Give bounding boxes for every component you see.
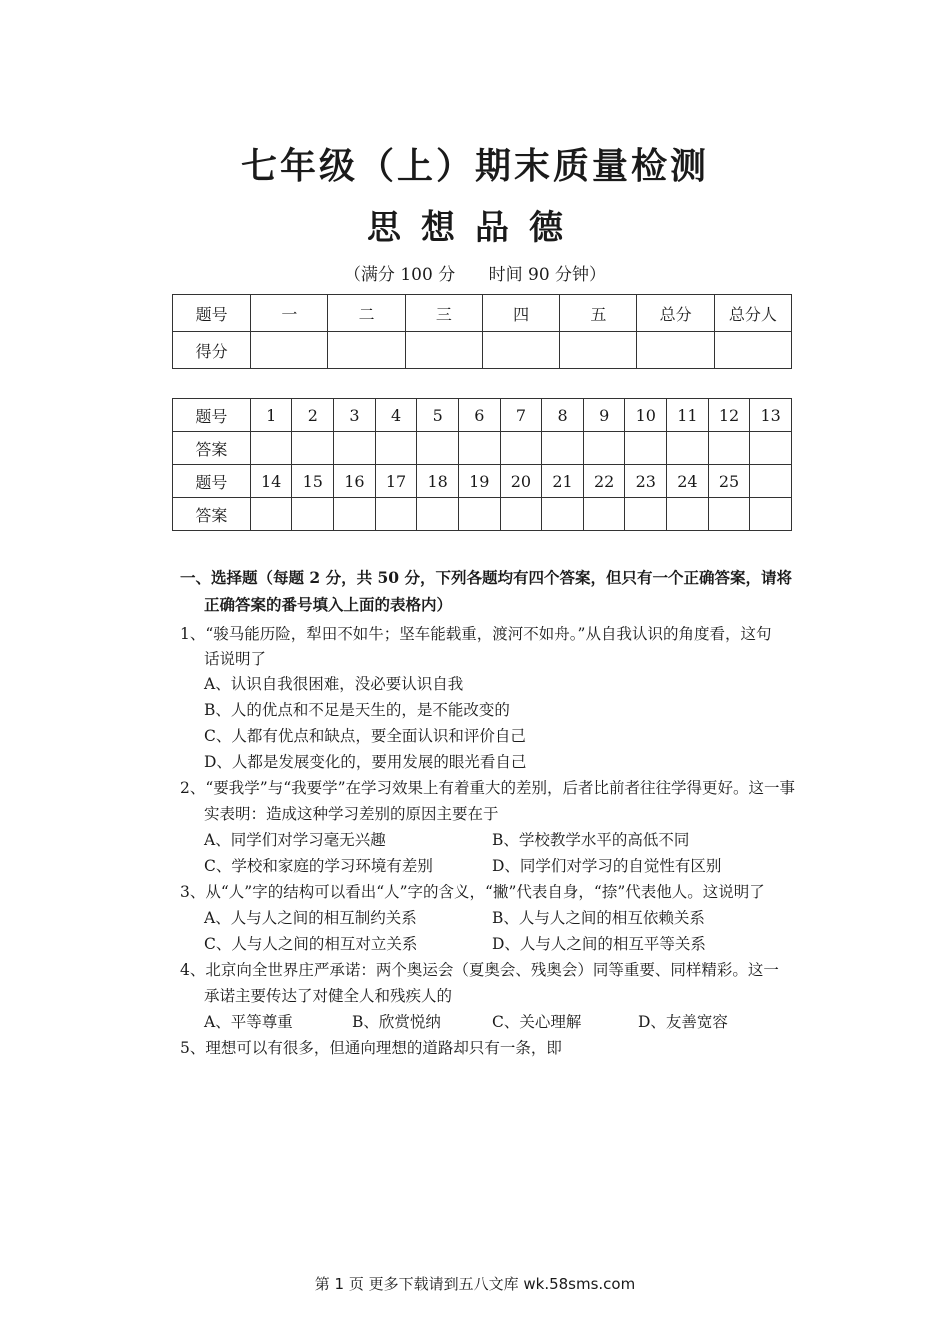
score-table-score-row — [173, 332, 792, 369]
table-cell: 题号 — [173, 465, 251, 498]
table-cell: 得分 — [173, 332, 251, 369]
table-cell: 20 — [500, 465, 542, 498]
section-heading-line2: 正确答案的番号填入上面的表格内） — [204, 595, 453, 614]
score-cell[interactable] — [714, 332, 791, 369]
question-2-line2: 实表明：造成这种学习差别的原因主要在于 — [204, 805, 499, 823]
subject-title: 思想品德 — [367, 208, 583, 248]
table-cell — [750, 465, 792, 498]
page-footer: 第 1 页 更多下载请到五八文库 wk.58sms.com — [314, 1275, 636, 1293]
answer-cell[interactable] — [583, 498, 625, 531]
table-cell: 11 — [667, 399, 709, 432]
table-cell: 21 — [542, 465, 584, 498]
table-cell: 25 — [708, 465, 750, 498]
answer-cell[interactable] — [334, 432, 376, 465]
table-cell: 题号 — [173, 399, 251, 432]
answer-cell[interactable] — [292, 432, 334, 465]
answer-cell[interactable] — [250, 432, 292, 465]
answer-table — [172, 398, 792, 531]
answer-table-number-row — [173, 399, 792, 432]
score-cell[interactable] — [482, 332, 559, 369]
answer-cell[interactable] — [625, 498, 667, 531]
question-4-option-c[interactable]: C、关心理解 — [492, 1013, 582, 1031]
table-cell: 6 — [458, 399, 500, 432]
answer-cell[interactable] — [667, 498, 709, 531]
table-cell: 22 — [583, 465, 625, 498]
table-cell: 3 — [334, 399, 376, 432]
answer-cell[interactable] — [708, 498, 750, 531]
answer-cell[interactable] — [375, 432, 417, 465]
question-1-line2: 话说明了 — [204, 650, 267, 668]
score-cell[interactable] — [560, 332, 637, 369]
answer-cell[interactable] — [458, 498, 500, 531]
table-cell: 答案 — [173, 498, 251, 531]
answer-cell[interactable] — [708, 432, 750, 465]
score-table — [172, 294, 792, 369]
question-1-option-c[interactable]: C、人都有优点和缺点，要全面认识和评价自己 — [204, 727, 526, 745]
table-cell: 四 — [482, 295, 559, 332]
question-4-line2: 承诺主要传达了对健全人和残疾人的 — [204, 987, 453, 1005]
question-4-option-d[interactable]: D、友善宽容 — [638, 1013, 728, 1031]
table-cell: 一 — [251, 295, 328, 332]
table-cell: 总分人 — [714, 295, 791, 332]
answer-cell[interactable] — [583, 432, 625, 465]
question-1-line1: 1、“骏马能历险，犁田不如牛；坚车能载重，渡河不如舟。”从自我认识的角度看，这句 — [180, 625, 772, 643]
exam-title: 七年级（上）期末质量检测 — [240, 145, 709, 187]
answer-table-number-row — [173, 465, 792, 498]
answer-cell[interactable] — [625, 432, 667, 465]
question-5-line1: 5、理想可以有很多，但通向理想的道路却只有一条，即 — [180, 1039, 562, 1057]
answer-cell[interactable] — [500, 498, 542, 531]
question-3-option-a[interactable]: A、人与人之间的相互制约关系 — [204, 909, 417, 927]
question-3-option-c[interactable]: C、人与人之间的相互对立关系 — [204, 935, 418, 953]
score-cell[interactable] — [637, 332, 714, 369]
table-cell: 13 — [750, 399, 792, 432]
answer-cell[interactable] — [458, 432, 500, 465]
table-cell: 答案 — [173, 432, 251, 465]
table-cell: 8 — [542, 399, 584, 432]
question-2-option-b[interactable]: B、学校教学水平的高低不同 — [492, 831, 690, 849]
table-cell: 二 — [328, 295, 405, 332]
question-4-option-b[interactable]: B、欣赏悦纳 — [352, 1013, 441, 1031]
table-cell: 9 — [583, 399, 625, 432]
answer-cell[interactable] — [375, 498, 417, 531]
question-2-option-a[interactable]: A、同学们对学习毫无兴趣 — [204, 831, 386, 849]
table-cell: 7 — [500, 399, 542, 432]
question-4-option-a[interactable]: A、平等尊重 — [204, 1013, 293, 1031]
answer-cell[interactable] — [417, 432, 459, 465]
table-cell: 15 — [292, 465, 334, 498]
answer-cell[interactable] — [750, 432, 792, 465]
table-cell: 12 — [708, 399, 750, 432]
table-cell: 19 — [458, 465, 500, 498]
table-cell: 五 — [560, 295, 637, 332]
exam-time: 时间 90 分钟） — [488, 265, 607, 285]
section-heading-line1: 一、选择题（每题 2 分，共 50 分，下列各题均有四个答案，但只有一个正确答案，请将 — [180, 568, 792, 587]
answer-cell[interactable] — [542, 432, 584, 465]
table-cell: 18 — [417, 465, 459, 498]
full-score: （满分 100 分 — [343, 265, 456, 285]
table-cell: 三 — [405, 295, 482, 332]
answer-cell[interactable] — [750, 498, 792, 531]
question-1-option-b[interactable]: B、人的优点和不足是天生的，是不能改变的 — [204, 701, 510, 719]
table-cell: 5 — [417, 399, 459, 432]
question-4-line1: 4、北京向全世界庄严承诺：两个奥运会（夏奥会、残奥会）同等重要、同样精彩。这一 — [180, 961, 779, 979]
table-cell: 总分 — [637, 295, 714, 332]
answer-cell[interactable] — [542, 498, 584, 531]
answer-cell[interactable] — [500, 432, 542, 465]
question-2-option-c[interactable]: C、学校和家庭的学习环境有差别 — [204, 857, 433, 875]
table-cell: 14 — [250, 465, 292, 498]
question-2-option-d[interactable]: D、同学们对学习的自觉性有区别 — [492, 857, 722, 875]
table-cell: 2 — [292, 399, 334, 432]
question-2-line1: 2、“要我学”与“我要学”在学习效果上有着重大的差别，后者比前者往往学得更好。这一事 — [180, 779, 796, 797]
score-cell[interactable] — [251, 332, 328, 369]
answer-cell[interactable] — [667, 432, 709, 465]
score-table-header-row — [173, 295, 792, 332]
score-cell[interactable] — [405, 332, 482, 369]
question-1-option-d[interactable]: D、人都是发展变化的，要用发展的眼光看自己 — [204, 753, 527, 771]
table-cell: 24 — [667, 465, 709, 498]
table-cell: 1 — [250, 399, 292, 432]
question-3-option-b[interactable]: B、人与人之间的相互依赖关系 — [492, 909, 705, 927]
score-cell[interactable] — [328, 332, 405, 369]
table-cell: 题号 — [173, 295, 251, 332]
answer-table-answer-row — [173, 432, 792, 465]
answer-cell[interactable] — [292, 498, 334, 531]
answer-cell[interactable] — [417, 498, 459, 531]
table-cell: 4 — [375, 399, 417, 432]
exam-meta — [0, 260, 950, 285]
table-cell: 23 — [625, 465, 667, 498]
answer-cell[interactable] — [334, 498, 376, 531]
question-3-line1: 3、从“人”字的结构可以看出“人”字的含义，“撇”代表自身，“捺”代表他人。这说明了 — [180, 883, 765, 901]
answer-table-answer-row — [173, 498, 792, 531]
table-cell: 16 — [334, 465, 376, 498]
table-cell: 10 — [625, 399, 667, 432]
table-cell: 17 — [375, 465, 417, 498]
question-3-option-d[interactable]: D、人与人之间的相互平等关系 — [492, 935, 706, 953]
answer-cell[interactable] — [250, 498, 292, 531]
question-1-option-a[interactable]: A、认识自我很困难，没必要认识自我 — [204, 675, 464, 693]
